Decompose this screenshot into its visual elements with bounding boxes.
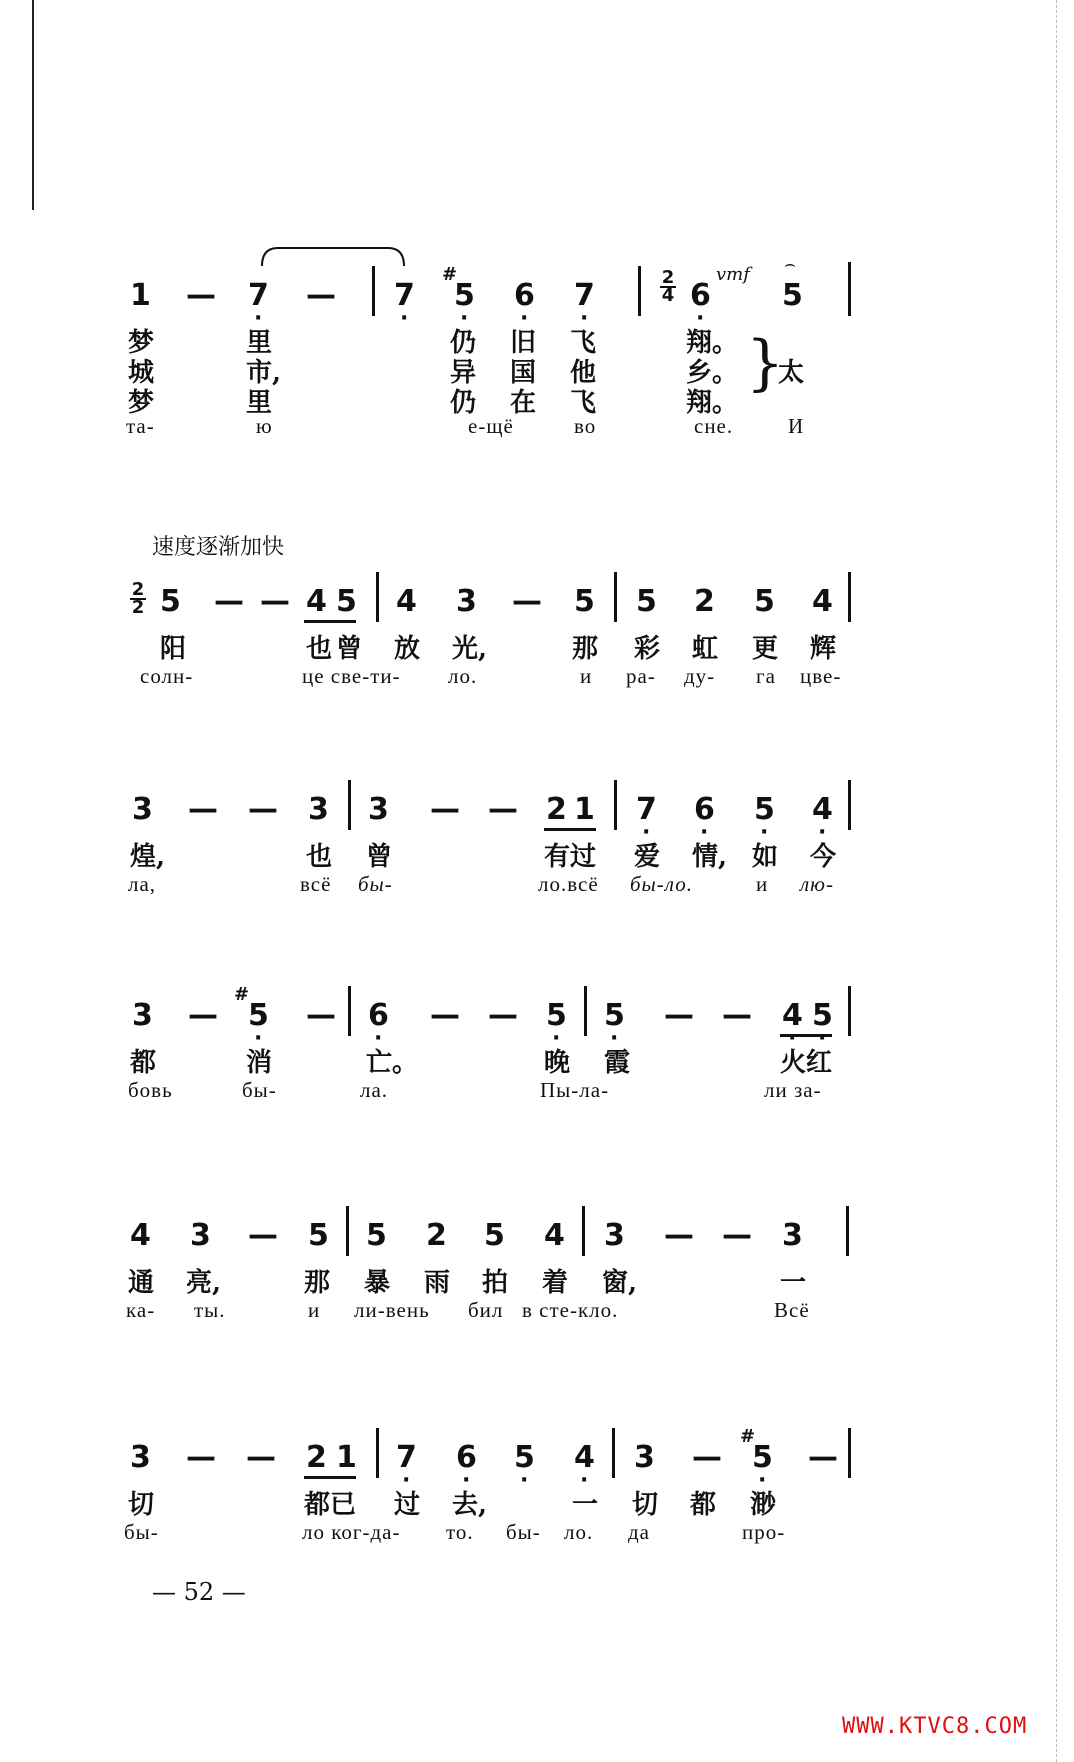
bar-line [584,986,587,1036]
lyric-cn: 乡。 [686,358,739,388]
page-number: — 52 — [152,1578,246,1606]
note: 6 · [368,998,389,1033]
lyric-cn: 暴 [364,1268,391,1298]
note: 6 · [694,792,715,827]
lyric-ru: сне. [694,414,734,438]
note: 2 [426,1218,447,1253]
lyric-cn: 都 [130,1048,157,1078]
note: 5 [308,1218,329,1253]
dash: — [188,998,218,1033]
lyric-ru: солн- [140,664,194,688]
lyric-cn: 晚 [544,1048,571,1078]
lyric-ru: да [628,1520,651,1544]
lyric-ru: И [788,414,805,438]
lyric-ru: бы- [124,1520,159,1544]
lyric-cn: 梦 [128,328,155,358]
note: 1 [130,278,151,313]
note: 3 [132,998,153,1033]
lyric-cn: 飞 [570,328,597,358]
dash: — [722,1218,752,1253]
lyric-cn: 彩 [634,634,661,664]
lyric-ru: и [756,872,769,896]
lyric-cn: 曾 [336,634,363,664]
note: 7 · [396,1440,417,1475]
bar-line [348,986,351,1036]
time-signature: 2 4 [661,267,675,306]
lyric-ru: е-щё [468,414,514,438]
tempo-marking: 速度逐渐加快 [152,535,285,560]
dynamic-marking: vmf [716,264,750,285]
lyric-ru: бы- [506,1520,541,1544]
lyric-cn: 光, [452,634,488,664]
note: 3 [190,1218,211,1253]
beam [304,620,356,623]
lyric-ru: ра- [626,664,656,688]
bar-line [372,266,375,316]
dash: — [186,1440,216,1475]
note: 5 [484,1218,505,1253]
lyric-cn: 翔。 [686,328,739,358]
note: 5 [782,278,803,313]
lyric-cn: 消 [246,1048,273,1078]
note: 3 [456,584,477,619]
lyric-ru: га [756,664,776,688]
lyric-cn: 着 [542,1268,569,1298]
lyric-cn: 窗, [602,1268,638,1298]
note: 5 · [812,998,833,1033]
lyric-cn: 市, [246,358,282,388]
note: 7 · [248,278,269,313]
page-edge-line [32,0,34,210]
note: 4 · [782,998,803,1033]
dash: — [186,278,216,313]
bar-line [848,780,851,830]
beam [544,828,596,831]
note: 5 [754,584,775,619]
dash: — [722,998,752,1033]
page-edge-dashed [1056,0,1058,1762]
note: 2 [306,1440,327,1475]
site-watermark: WWW.KTVC8.COM [842,1714,1028,1739]
note: 4 [396,584,417,619]
bar-line [848,262,851,316]
note: 7 · [394,278,415,313]
bar-line [846,1206,849,1256]
lyric-cn: 渺 [750,1490,777,1520]
lyric-cn: 爱 [634,842,661,872]
lyric-cn: 如 [752,842,779,872]
lyric-cn: 飞 [570,388,597,418]
lyric-ru: то. [446,1520,474,1544]
lyric-cn: 仍 [450,388,477,418]
lyric-cn: 亮, [186,1268,222,1298]
lyric-cn: 在 [510,388,537,418]
lyric-cn: 拍 [482,1268,509,1298]
dash: — [248,792,278,827]
lyric-cn: 辉 [810,634,837,664]
lyric-ru: в сте-кло. [522,1298,619,1322]
dash: — [512,584,542,619]
lyric-ru: та- [126,414,155,438]
lyric-ru: ла, [128,872,157,896]
lyric-cn: 太 [778,358,805,388]
lyric-ru: цве- [800,664,842,688]
lyric-cn: 切 [632,1490,659,1520]
lyric-ru: ло.всё [538,872,599,896]
lyric-cn: 里 [246,388,273,418]
lyric-cn: 煌, [130,842,166,872]
note: 5 [574,584,595,619]
note: 3 [782,1218,803,1253]
dash: — [430,792,460,827]
note: 3 [634,1440,655,1475]
lyric-cn: 曾 [366,842,393,872]
note: 5 [366,1218,387,1253]
note: 5 · [514,1440,535,1475]
lyric-cn: 亡。 [366,1048,419,1078]
note: 7 · [574,278,595,313]
lyric-cn: 雨 [424,1268,451,1298]
note: 4 [544,1218,565,1253]
dash: — [246,1440,276,1475]
lyric-cn: 都 [690,1490,717,1520]
note: 6 · [690,278,711,313]
note: 5 [636,584,657,619]
lyric-ru: всё [300,872,332,896]
lyric-ru: и [580,664,593,688]
lyric-cn: 放 [394,634,421,664]
bar-line [848,986,851,1036]
bar-line [612,1428,615,1478]
note: 5 · [546,998,567,1033]
lyric-cn: 更 [752,634,779,664]
lyric-cn: 里 [246,328,273,358]
dash: — [692,1440,722,1475]
lyric-ru: лю- [800,872,834,896]
fermata-icon: ⌢ [784,254,796,275]
lyric-cn: 仍 [450,328,477,358]
lyric-cn: 城 [128,358,155,388]
sharp-sign: # [234,984,250,1005]
note: 4 [306,584,327,619]
lyric-cn: 通 [128,1268,155,1298]
bar-line [614,572,617,622]
note: 1 [336,1440,357,1475]
lyric-cn: 今 [810,842,837,872]
lyric-cn: 过 [394,1490,421,1520]
bar-line [848,1428,851,1478]
bar-line [614,780,617,830]
note: 4 · [812,792,833,827]
lyric-ru: ю [256,414,273,438]
note: 2 [694,584,715,619]
lyric-cn: 去, [452,1490,488,1520]
note: 5 [160,584,181,619]
lyric-ru: Пы-ла- [540,1078,610,1102]
lyric-cn: 都已 [304,1490,357,1520]
dash: — [430,998,460,1033]
lyric-cn: 梦 [128,388,155,418]
lyric-cn: 他 [570,358,597,388]
note: 5 · [754,792,775,827]
lyric-ru: ты. [194,1298,226,1322]
note: 5 · [454,278,475,313]
note: 5 · [604,998,625,1033]
lyric-cn: 那 [304,1268,331,1298]
lyric-ru: бы-ло. [630,872,693,896]
note: 5 · [752,1440,773,1475]
lyric-cn: 阳 [160,634,187,664]
lyric-ru: Всё [774,1298,810,1322]
lyric-cn: 霞 [604,1048,631,1078]
note: 4 [812,584,833,619]
dash: — [306,998,336,1033]
bar-line [376,572,379,622]
note: 3 [130,1440,151,1475]
dash: — [664,1218,694,1253]
lyric-cn: 切 [128,1490,155,1520]
lyric-ru: во [574,414,597,438]
dash: — [214,584,244,619]
lyric-cn: 翔。 [686,388,739,418]
lyric-cn: 情, [692,842,728,872]
lyric-ru: ло. [564,1520,594,1544]
dash: — [306,278,336,313]
dash: — [188,792,218,827]
time-signature: 2 2 [131,579,145,618]
lyric-ru: ка- [126,1298,156,1322]
beam [780,1034,832,1037]
lyric-ru: ли за- [764,1078,822,1102]
lyric-ru: ло. [448,664,478,688]
note: 4 [130,1218,151,1253]
bar-line [376,1428,379,1478]
lyric-cn: 有过 [544,842,597,872]
bar-line [638,266,641,316]
dash: — [488,998,518,1033]
note: 5 · [248,998,269,1033]
lyric-ru: бил [468,1298,504,1322]
note: 3 [604,1218,625,1253]
lyric-cn: 虹 [692,634,719,664]
note: 3 [132,792,153,827]
dash: — [664,998,694,1033]
dash: — [248,1218,278,1253]
lyric-ru: ло ког-да- [302,1520,401,1544]
lyric-cn: 国 [510,358,537,388]
sharp-sign: # [442,264,458,285]
note: 2 [546,792,567,827]
note: 7 · [636,792,657,827]
lyric-cn: 那 [572,634,599,664]
lyric-ru: бовь [128,1078,173,1102]
lyric-ru: и [308,1298,321,1322]
bar-line [582,1206,585,1256]
lyric-ru: про- [742,1520,786,1544]
lyric-ru: бы- [242,1078,277,1102]
note: 1 [574,792,595,827]
lyric-ru: це све-ти- [302,664,401,688]
dash: — [808,1440,838,1475]
lyric-ru: бы- [358,872,393,896]
lyric-cn: 也 [306,842,333,872]
beam [304,1476,356,1479]
note: 6 · [456,1440,477,1475]
slur-arc [258,244,408,268]
dash: — [488,792,518,827]
bar-line [348,780,351,830]
note: 4 · [574,1440,595,1475]
verse-brace: } [746,328,785,398]
bar-line [346,1206,349,1256]
lyric-cn: 旧 [510,328,537,358]
lyric-cn: 异 [450,358,477,388]
lyric-ru: ду- [684,664,716,688]
note: 3 [368,792,389,827]
note: 5 [336,584,357,619]
lyric-cn: 一 [572,1490,599,1520]
bar-line [848,572,851,622]
lyric-cn: 也 [306,634,333,664]
lyric-cn: 一 [780,1268,807,1298]
dash: — [260,584,290,619]
sharp-sign: # [740,1426,756,1447]
lyric-ru: ли-вень [354,1298,430,1322]
note: 6 · [514,278,535,313]
lyric-cn: 火红 [780,1048,833,1078]
note: 3 [308,792,329,827]
lyric-ru: ла. [360,1078,389,1102]
